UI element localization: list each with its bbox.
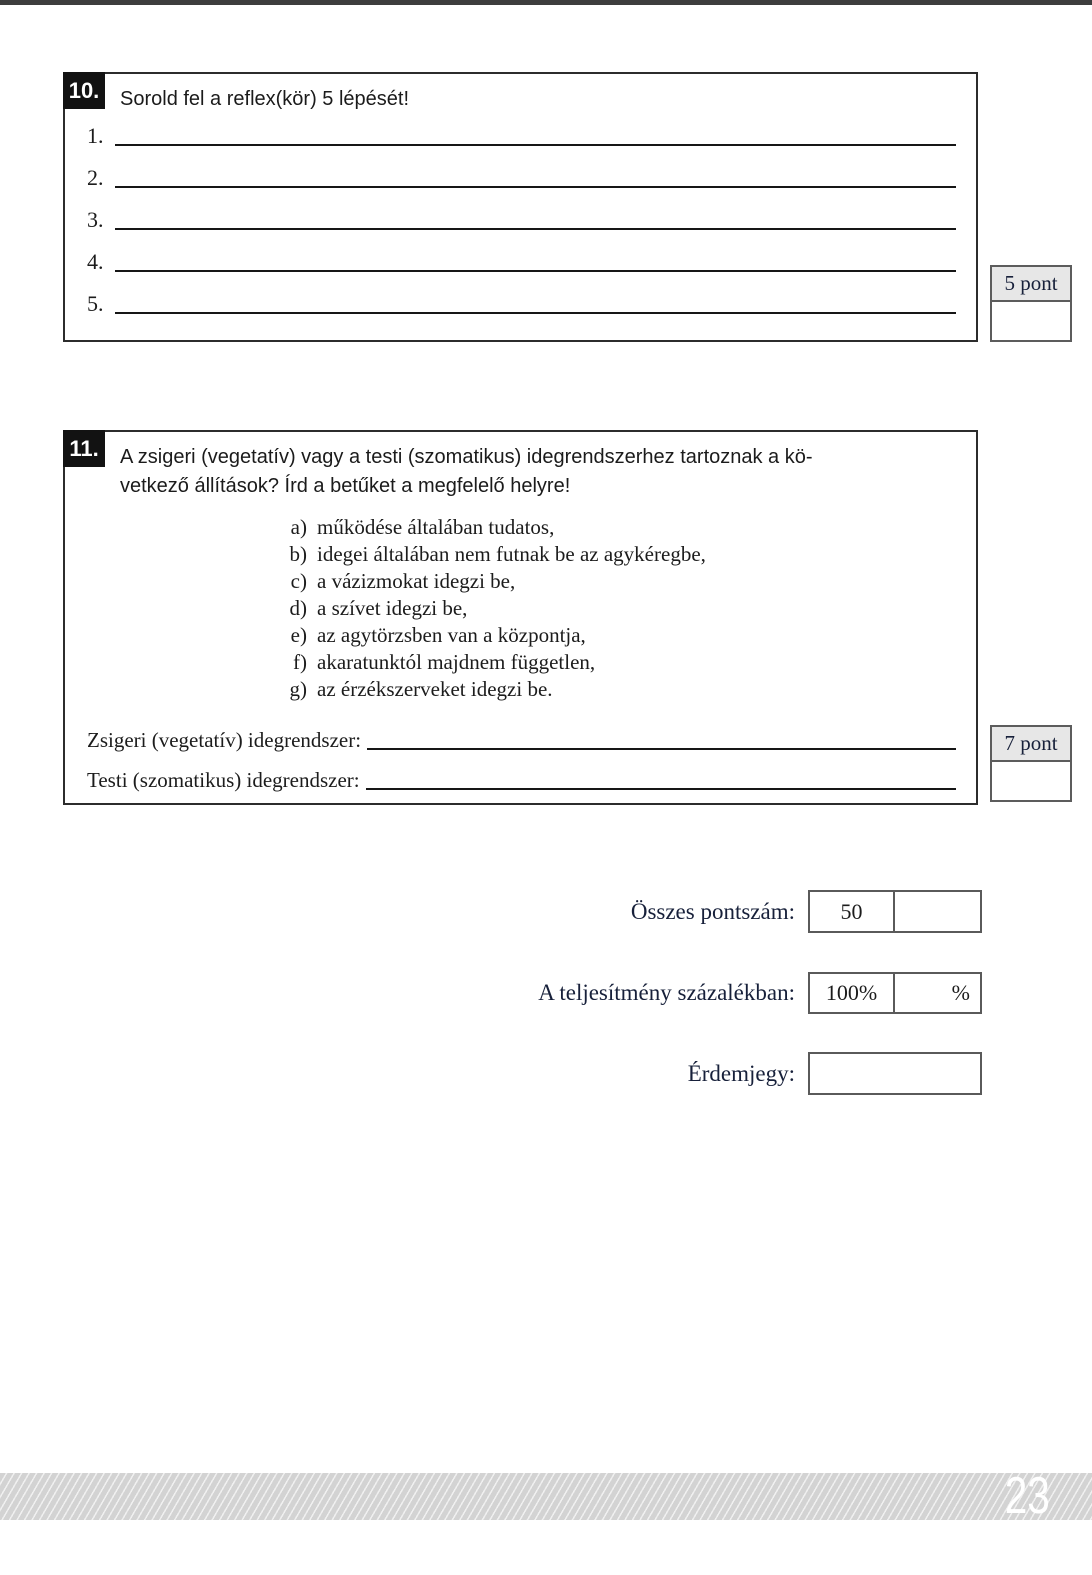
question-11-box bbox=[63, 430, 978, 805]
blank-line-row bbox=[87, 292, 956, 317]
percentage-box bbox=[808, 972, 982, 1014]
statement-item bbox=[285, 569, 706, 596]
summary-row-grade bbox=[0, 1052, 1092, 1095]
blank-answer-line bbox=[115, 312, 956, 314]
statement-text: az agytörzsben van a központja, bbox=[317, 623, 586, 647]
total-points-entry-cell bbox=[895, 892, 980, 931]
blank-line-number: 1. bbox=[87, 123, 104, 148]
statement-item bbox=[285, 677, 706, 704]
statement-item bbox=[285, 623, 706, 650]
blank-answer-line bbox=[367, 748, 956, 750]
question-11-title-line1: A zsigeri (vegetatív) vagy a testi (szomatikus) idegrendszerhez tartoznak a kö- bbox=[120, 446, 813, 468]
statement-item bbox=[285, 542, 706, 569]
question-11-number-badge: 11. bbox=[63, 430, 105, 467]
statement-letter: f) bbox=[293, 650, 307, 674]
statement-letter: e) bbox=[290, 623, 307, 647]
answer-line-row bbox=[87, 724, 956, 754]
question-11-points-box bbox=[990, 725, 1072, 802]
question-10-title: Sorold fel a reflex(kör) 5 lépését! bbox=[120, 88, 410, 110]
statement-letter: a) bbox=[290, 515, 307, 539]
statement-item bbox=[285, 650, 706, 677]
statement-text: az érzékszerveket idegzi be. bbox=[317, 677, 553, 701]
statement-text: a szívet idegzi be, bbox=[317, 596, 468, 620]
grade-entry-cell bbox=[810, 1054, 980, 1093]
answer-line-label: Testi (szomatikus) idegrendszer: bbox=[87, 768, 360, 792]
points-label: 5 pont bbox=[992, 267, 1070, 302]
blank-line-number: 2. bbox=[87, 165, 104, 190]
summary-label: A teljesítmény százalékban: bbox=[538, 980, 795, 1005]
question-10-points-box bbox=[990, 265, 1072, 342]
question-11-title bbox=[120, 443, 958, 501]
summary-label: Összes pontszám: bbox=[630, 898, 795, 924]
answer-line-row bbox=[87, 764, 956, 794]
statement-letter: g) bbox=[289, 677, 307, 701]
blank-line-number: 5. bbox=[87, 291, 104, 316]
footer-band bbox=[0, 1467, 1092, 1526]
percentage-entry-cell: % bbox=[951, 980, 970, 1005]
points-score-cell bbox=[992, 302, 1070, 340]
blank-line-number: 4. bbox=[87, 249, 104, 274]
summary-row-total-points bbox=[0, 890, 1092, 933]
statement-text: a vázizmokat idegzi be, bbox=[317, 569, 516, 593]
statement-list bbox=[285, 515, 706, 704]
blank-answer-line bbox=[115, 144, 956, 146]
statement-text: működése általában tudatos, bbox=[317, 515, 555, 539]
summary-label: Érdemjegy: bbox=[687, 1060, 795, 1086]
statement-item bbox=[285, 596, 706, 623]
blank-answer-line bbox=[366, 788, 956, 790]
page-top-rule bbox=[0, 0, 1092, 5]
statement-letter: d) bbox=[289, 596, 307, 620]
blank-line-row bbox=[87, 250, 956, 275]
blank-answer-line bbox=[115, 228, 956, 230]
statement-item bbox=[285, 515, 706, 542]
points-score-cell bbox=[992, 762, 1070, 800]
statement-letter: c) bbox=[290, 569, 307, 593]
statement-text: akaratunktól majdnem független, bbox=[317, 650, 596, 674]
blank-line-row bbox=[87, 124, 956, 149]
blank-line-row bbox=[87, 166, 956, 191]
blank-line-row bbox=[87, 208, 956, 233]
summary-row-percentage bbox=[0, 972, 1092, 1014]
statement-letter: b) bbox=[289, 542, 307, 566]
blank-answer-line bbox=[115, 186, 956, 188]
blank-line-number: 3. bbox=[87, 207, 104, 232]
grade-box bbox=[808, 1052, 982, 1095]
answer-line-label: Zsigeri (vegetatív) idegrendszer: bbox=[87, 728, 362, 752]
total-points-box bbox=[808, 890, 982, 933]
points-label: 7 pont bbox=[992, 727, 1070, 762]
question-11-title-line2: vetkező állítások? Írd a betűket a megfelelő helyre! bbox=[120, 475, 571, 497]
page-number: 23 bbox=[1004, 1467, 1050, 1526]
question-10-number-badge: 10. bbox=[63, 72, 105, 109]
percentage-max-cell: 100% bbox=[810, 974, 895, 1012]
statement-text: idegei általában nem futnak be az agykéregbe, bbox=[317, 542, 706, 566]
blank-answer-line bbox=[115, 270, 956, 272]
question-10-box bbox=[63, 72, 978, 342]
total-points-max-cell: 50 bbox=[810, 892, 895, 931]
